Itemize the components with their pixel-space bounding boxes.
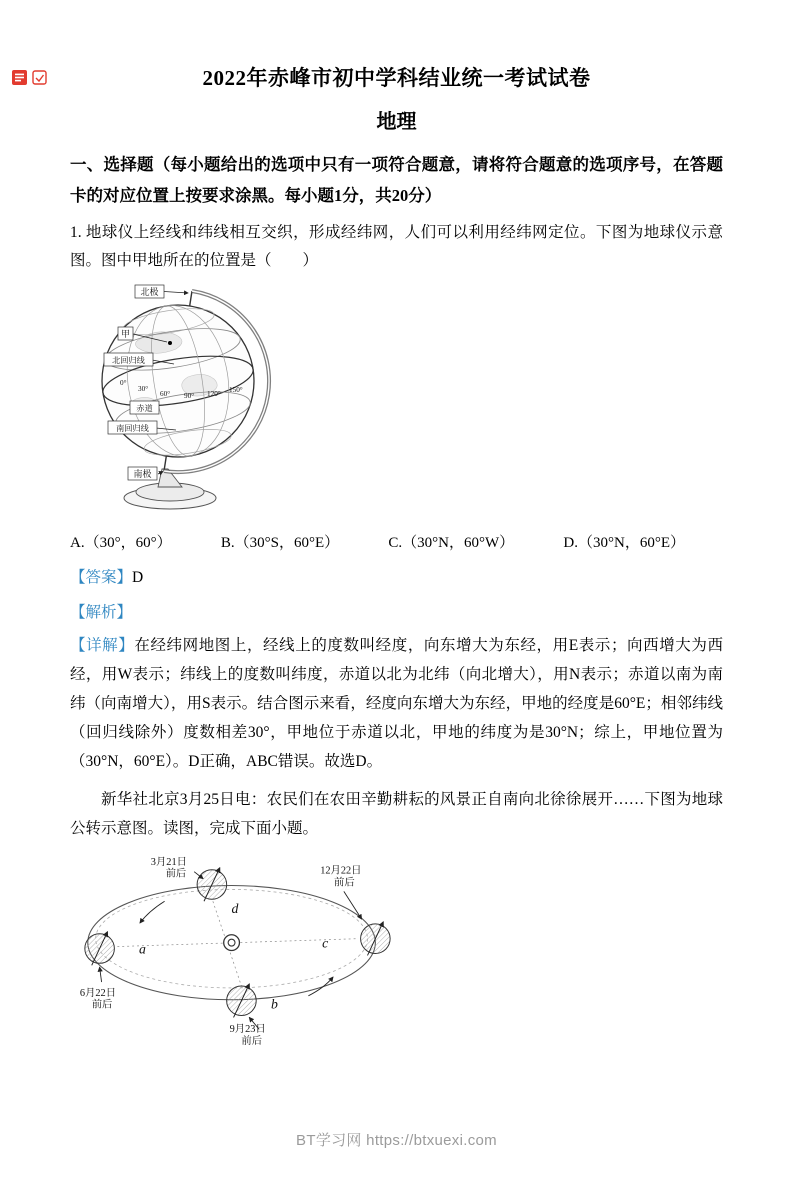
south-pole-label: 南极 [133,468,152,479]
answer-line [70,565,723,587]
date-march-label: 3月21日 前后 [150,856,187,880]
red-list-icon [12,70,27,85]
subject-title: 地理 [376,111,417,133]
sun [224,935,240,951]
analysis-label: 【解析】 [70,603,133,621]
detail-paragraph [70,631,723,777]
tropic-of-cancer-label: 北回归线 [112,355,145,365]
q1-option-d: D.（30°N，60°E） [563,534,685,551]
point-jia-dot [168,341,172,345]
answer-label: 【答案】 [70,568,133,586]
q2-intro-paragraph: 新华社北京3月25日电：农民们在农田辛勤耕耘的风景正自南向北徐徐展开……下图为地球公转示意图。读图，完成下面小题。 [70,791,723,838]
date-september-label: 9月23日 前后 [229,1024,266,1047]
earth-right [361,922,391,955]
section-heading: 一、选择题（每小题给出的选项中只有一项符合题意，请将符合题意的选项序号，在答题卡的对应位置上按要求涂黑。每小题1分，共20分） [70,155,723,205]
equator-label: 赤道 [136,403,153,413]
north-pole-label: 北极 [140,286,159,297]
answer-value: D [132,568,144,586]
q1-options [70,531,723,552]
degree-label-90: 90° [184,391,195,400]
degree-label-120: 120° [207,389,221,398]
degree-label-0: 0° [120,378,127,387]
q1-option-a: A.（30°，60°） [70,534,172,551]
corner-icons [12,70,47,85]
degree-label-30: 30° [138,384,149,393]
analysis-line [70,600,723,622]
orbit-direction-arrow-left [140,901,165,923]
q1-option-c: C.（30°N，60°W） [388,534,515,551]
tropic-of-capricorn-label: 南回归线 [116,423,149,433]
orbit-direction-arrow-right [308,977,333,996]
earth-bottom [227,984,257,1017]
page-title: 2022年赤峰市初中学科结业统一考试试卷 [202,66,591,90]
degree-label-60: 60° [160,389,171,398]
degree-label-150: 150° [229,385,243,394]
date-december-label: 12月22日 前后 [320,865,362,889]
detail-label: 【详解】 [70,636,135,654]
detail-text: 在经纬网地图上，经线上的度数叫经度，向东增大为东经，用E表示；向西增大为西经，用W表示；纬线上的度数叫纬度，赤道以北为北纬（向北增大），用N表示；赤道以南为南纬（向南增大），用S表示。结合图示来看，经度向东增大为东经，甲地的经度是60°E；相邻纬线（回归线除外）度数相差30°，甲地位于赤道以北，甲地的纬度为是30°N；综上，甲地位置为（30°N，60°E）。D正确，ABC错误。故选D。 [70,636,723,771]
earth-top [197,868,227,901]
revolution-figure [74,852,723,1054]
point-c-label: c [322,935,329,951]
globe-figure [78,281,723,521]
site-watermark: BT学习网 https://btxuexi.com [296,1132,497,1149]
globe-illustration [78,281,278,516]
point-b-label: b [270,996,278,1012]
revolution-illustration [74,852,399,1049]
question-1-text: 1. 地球仪上经线和纬线相互交织，形成经纬网，人们可以利用经纬网定位。下图为地球仪示意图。图中甲地所在的位置是（ ） [70,224,723,269]
exam-page [0,62,793,1054]
point-a-label: a [139,941,146,957]
q1-option-b: B.（30°S，60°E） [220,534,340,551]
jia-label: 甲 [120,328,131,339]
point-d-label: d [231,900,239,916]
date-june-label: 6月22日 前后 [79,987,117,1011]
red-check-icon [32,70,47,85]
